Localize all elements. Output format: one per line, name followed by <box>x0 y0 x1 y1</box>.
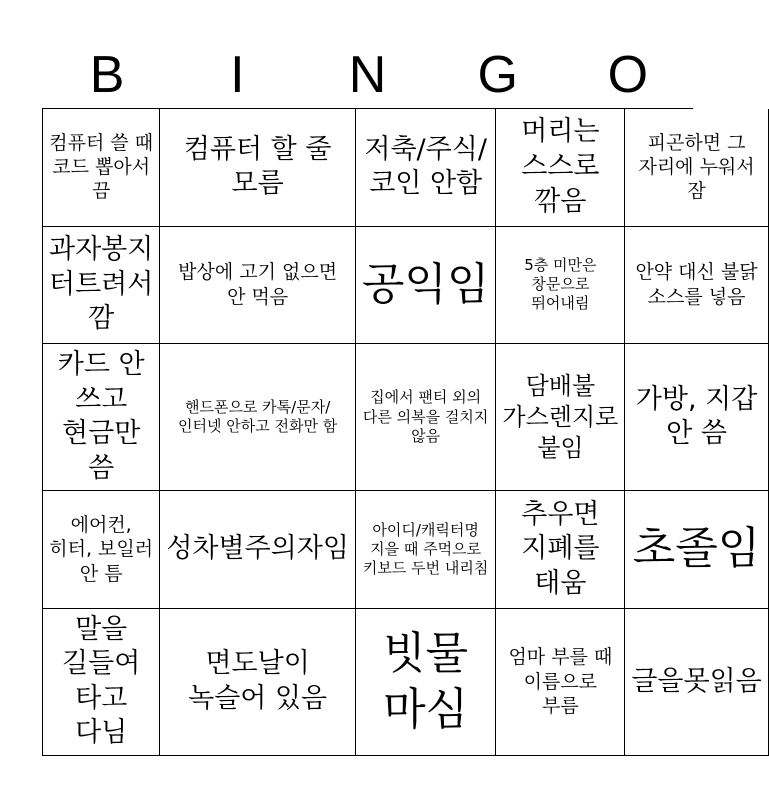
cell-text: 담배불 가스렌지로 붙임 <box>502 372 619 462</box>
cell-text: 에어컨, 히터, 보일러 안 틈 <box>49 514 154 585</box>
cell-text: 빗물 마심 <box>383 627 469 735</box>
cell-text: 밥상에 고기 없으면 안 먹음 <box>178 261 338 308</box>
bingo-cell-3-2[interactable] <box>160 344 356 491</box>
cell-text: 저축/주식/코인 안함 <box>364 133 487 200</box>
cell-text: 공익임 <box>361 258 490 310</box>
cell-text: 머리는 스스로 깎음 <box>521 116 600 217</box>
cell-text: 안약 대신 불닭 소스를 넣음 <box>635 261 758 308</box>
cell-text: 추우면 지폐를 태움 <box>521 498 600 599</box>
cell-text: 말을 길들여 타고 다님 <box>62 613 141 749</box>
bingo-cell-1-2[interactable] <box>160 109 356 227</box>
bingo-cell-1-1[interactable] <box>43 109 160 227</box>
cell-text: 엄마 부를 때 이름으로 부름 <box>508 646 613 718</box>
bingo-cell-1-5[interactable] <box>625 109 768 227</box>
cell-text: 아이디/캐릭터명 지을 때 주먹으로 키보드 두번 내리침 <box>362 520 489 578</box>
bingo-cell-2-2[interactable] <box>160 227 356 345</box>
bingo-cell-4-2[interactable] <box>160 491 356 609</box>
bingo-cell-5-1[interactable] <box>43 609 160 756</box>
bingo-cell-2-3[interactable] <box>356 227 497 345</box>
header-letter-i: I <box>230 46 245 104</box>
bingo-cell-4-3[interactable] <box>356 491 497 609</box>
bingo-cell-4-1[interactable] <box>43 491 160 609</box>
cell-text: 글을못읽음 <box>631 665 762 697</box>
bingo-cell-2-5[interactable] <box>625 227 768 345</box>
bingo-cell-3-5[interactable] <box>625 344 768 491</box>
bingo-board <box>42 108 762 756</box>
header-letter-o: O <box>607 46 649 104</box>
cell-text: 컴퓨터 할 줄 모름 <box>183 133 332 200</box>
cell-text: 과자봉지 터트려서 깜 <box>49 233 154 335</box>
cell-text: 집에서 팬티 외의 다른 의복을 걸치지 않음 <box>362 388 489 445</box>
bingo-cell-4-4[interactable] <box>496 491 625 609</box>
bingo-cell-2-1[interactable] <box>43 227 160 345</box>
bingo-cell-4-5[interactable] <box>625 491 768 609</box>
cell-text: 성차별주의자임 <box>166 533 349 565</box>
header-letter-b: B <box>89 46 125 104</box>
bingo-cell-3-1[interactable] <box>43 344 160 491</box>
cell-text: 컴퓨터 쓸 때 코드 뽑아서 끔 <box>49 131 154 203</box>
bingo-cell-2-4[interactable] <box>496 227 625 345</box>
bingo-cell-1-4[interactable] <box>496 109 625 227</box>
cell-text: 가방, 지갑 안 씀 <box>635 383 758 450</box>
bingo-cell-3-3[interactable] <box>356 344 497 491</box>
cell-text: 초졸임 <box>632 523 761 575</box>
cell-text: 카드 안 쓰고 현금만 씀 <box>57 349 145 484</box>
cell-text: 5층 미만은 창문으로 뛰어내림 <box>524 256 597 313</box>
bingo-cell-5-4[interactable] <box>496 609 625 756</box>
header-letter-g: G <box>477 46 518 104</box>
bingo-cell-5-3[interactable] <box>356 609 497 756</box>
bingo-cell-3-4[interactable] <box>496 344 625 491</box>
cell-text: 핸드폰으로 카톡/문자/인터넷 안하고 전화만 함 <box>178 397 338 436</box>
bingo-cell-5-5[interactable] <box>625 609 768 756</box>
bingo-header <box>42 40 693 110</box>
cell-text: 피곤하면 그 자리에 누워서 잠 <box>638 131 755 203</box>
header-letter-n: N <box>348 46 387 104</box>
cell-text: 면도날이 녹슬어 있음 <box>188 648 328 714</box>
bingo-cell-5-2[interactable] <box>160 609 356 756</box>
bingo-cell-1-3[interactable] <box>356 109 497 227</box>
